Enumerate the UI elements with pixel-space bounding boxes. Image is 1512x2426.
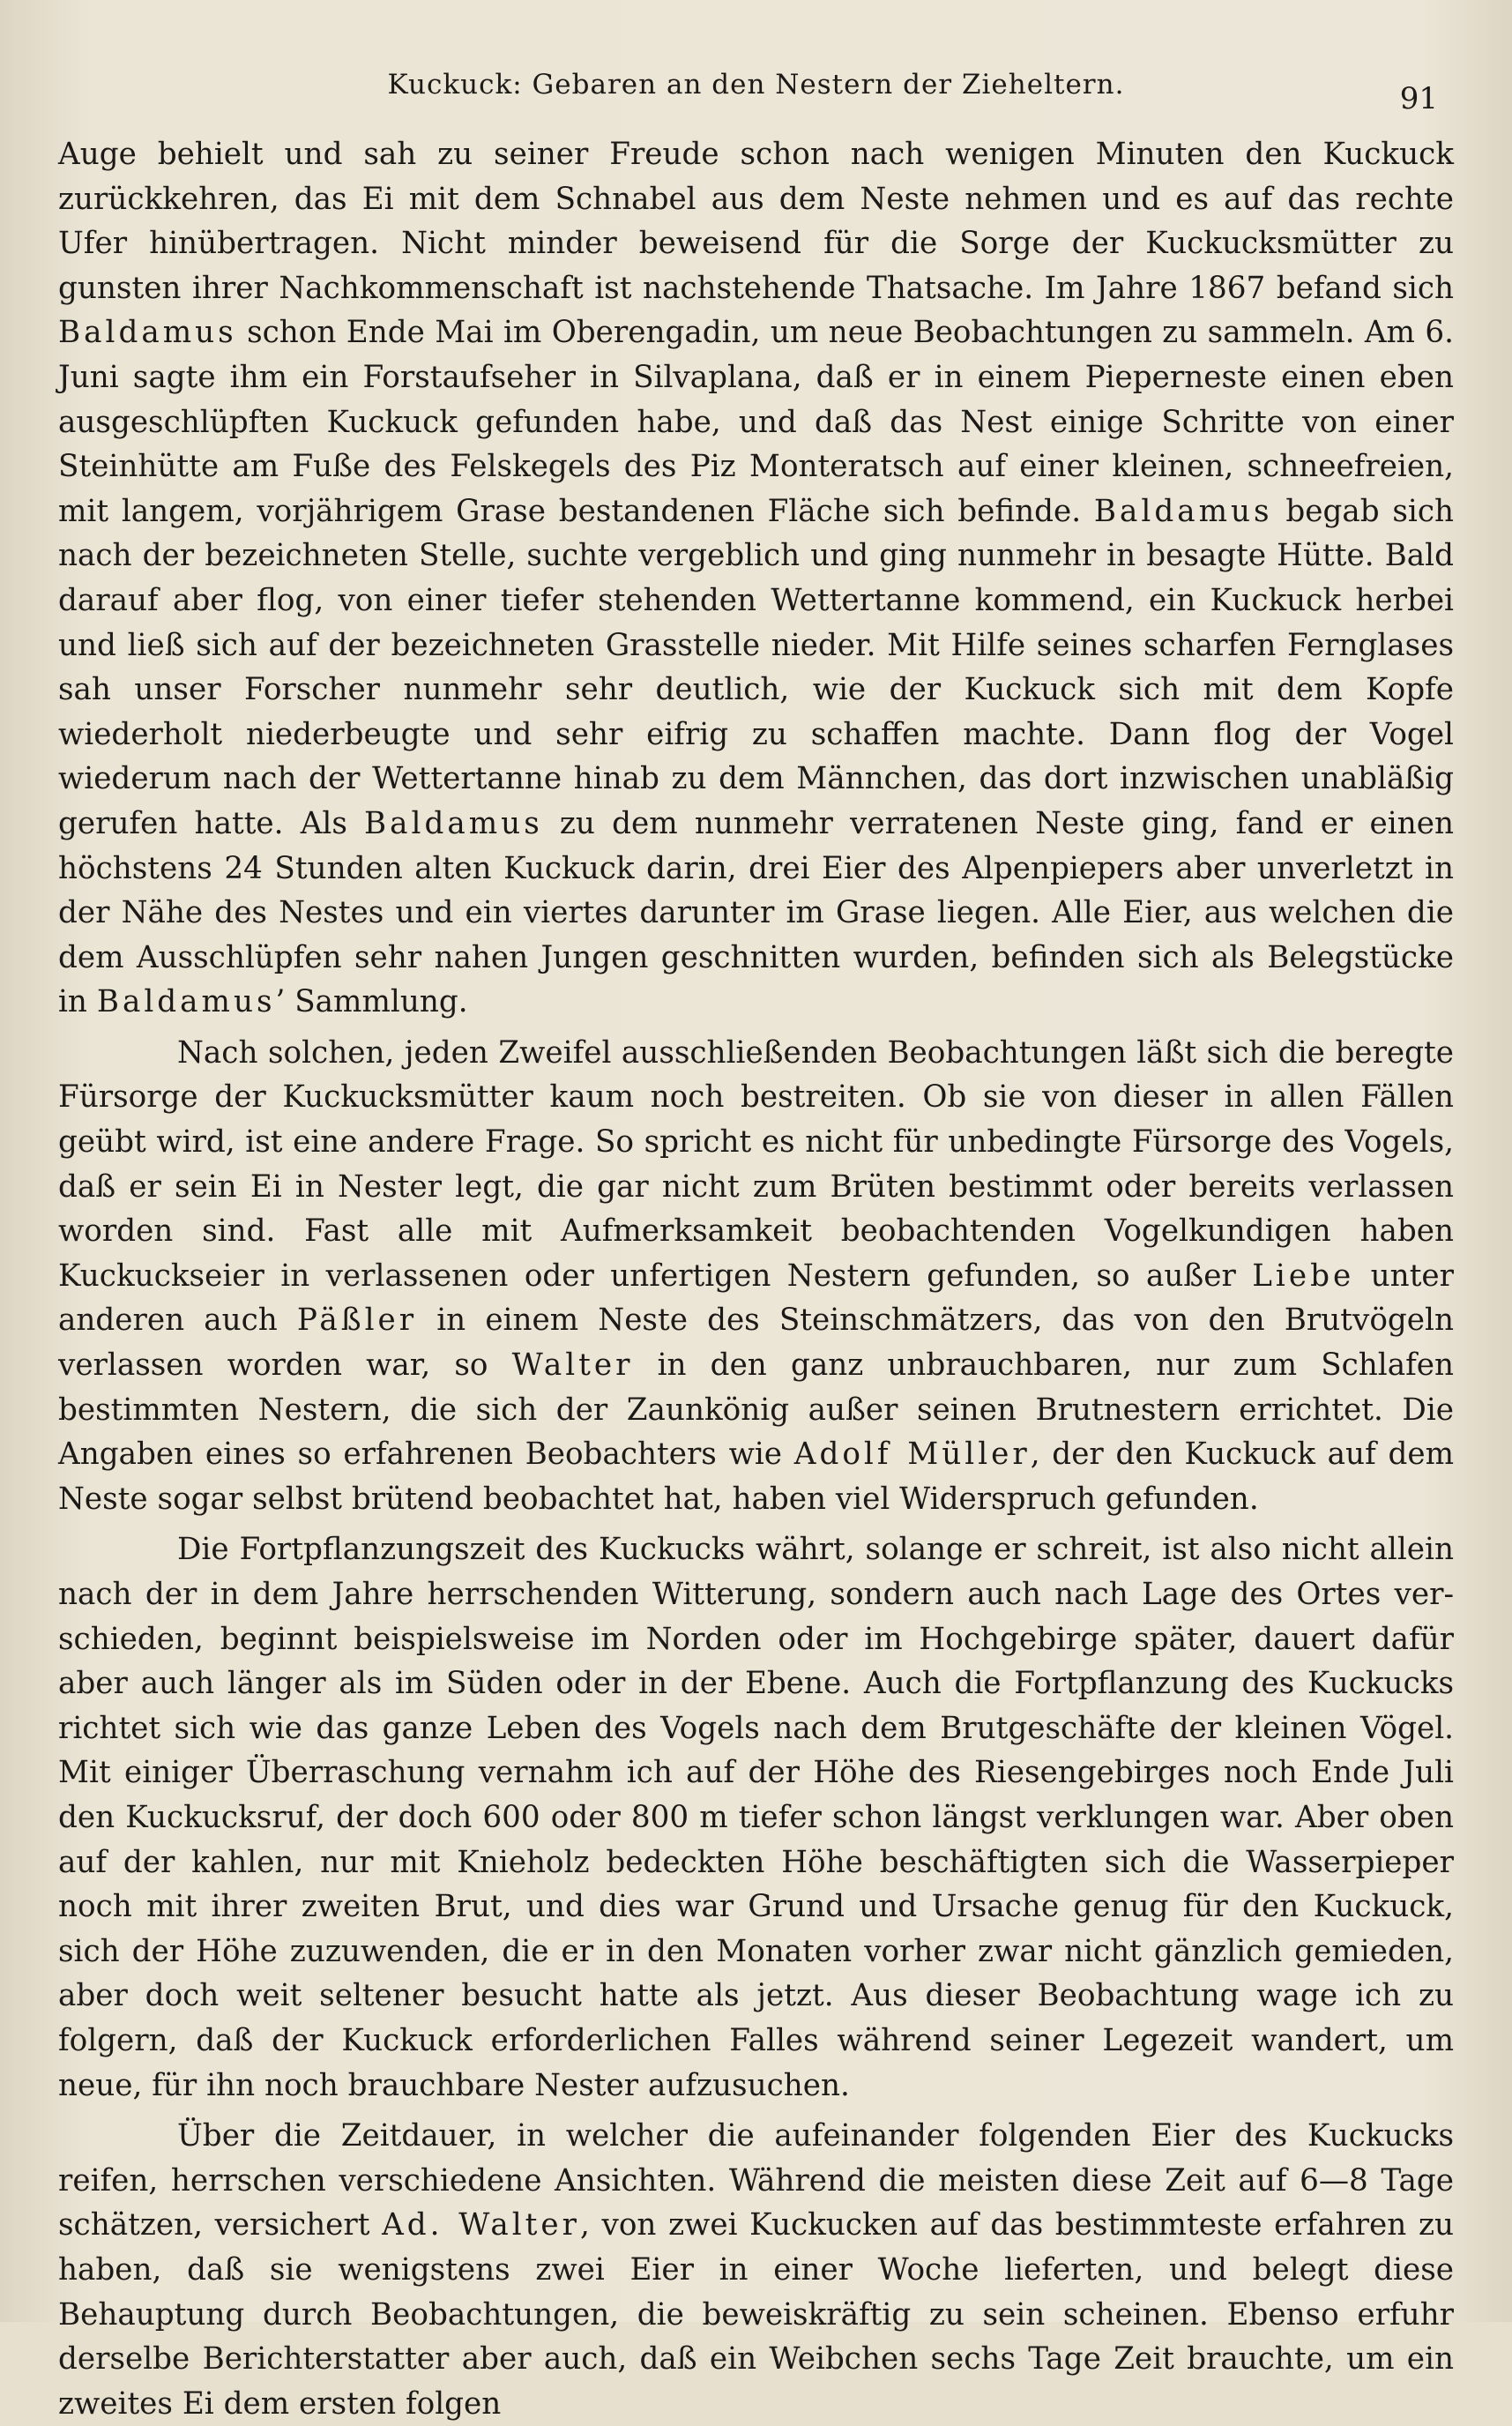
text-run: , von zwei Kuckucken auf das bestimmteste erfahren zu haben, daß sie wenigstens zwei Eier in einer Woche lieferten, und belegt diese Behauptung durch Beobachtungen, die beweiskräftig zu sein scheinen. Ebenso erfuhr derselbe Berichterstatter aber auch, daß ein Weibchen sechs Tage Zeit brauchte, um ein zweites Ei dem ersten folgen	[58, 2207, 1454, 2422]
page-header	[58, 69, 1454, 122]
text-run: ’ Sammlung.	[275, 984, 468, 1020]
text-run: in den ganz unbrauchbaren, nur zum Schlafen bestimmten Nestern, die sich der Zaunkönig außer seinen Brutnestern errichtet. Die Angaben eines so erfahrenen Beobachters wie	[58, 1347, 1454, 1473]
text-run: Über die Zeitdauer, in welcher die aufeinander folgenden Eier des Kuckucks reifen, herrschen verschiedene Ansichten. Während die meisten diese Zeit auf 6—8 Tage schätzen, versichert	[58, 2118, 1454, 2243]
text-run: in einem Neste des Steinschmätzers, das von den Brutvögeln verlassen worden war, so	[58, 1303, 1454, 1384]
name-baldamus: Baldamus	[364, 805, 543, 841]
text-run: Auge behielt und sah zu seiner Freude schon nach wenigen Minuten den Kuckuck zurückkehren, das Ei mit dem Schnabel aus dem Neste nehmen und es auf das rechte Ufer hinübertragen. Nicht minder beweisend für die Sorge der Kuckucksmütter zu gunsten ihrer Nachkommenschaft ist nachstehende Thatsache. Im Jahre 1867 befand sich	[58, 137, 1454, 306]
text-run: Die Fortpflanzungszeit des Kuckucks währt, solange er schreit, ist also nicht allein nach der in dem Jahre herrschenden Witterung, sondern auch nach Lage des Ortes verschieden, beginnt beispielsweise im Norden oder im Hochgebirge später, dauert dafür aber auch länger als im Süden oder in der Ebene. Auch die Fortpflanzung des Kuckucks richtet sich wie das ganze Leben des Vogels nach dem Brutgeschäfte der kleinen Vögel. Mit einiger Überraschung vernahm ich auf der Höhe des Riesengebirges noch Ende Juli den Kuckucksruf, der doch 600 oder 800 m tiefer schon längst verklungen war. Aber oben auf der kahlen, nur mit Knieholz bedeckten Höhe beschäftigten sich die Wasserpieper noch mit ihrer zweiten Brut, und dies war Grund und Ursache genug für den Kuckuck, sich der Höhe zuzuwenden, die er in den Monaten vorher zwar nicht gänzlich gemieden, aber doch weit seltener besucht hatte als jetzt. Aus dieser Beobachtung wage ich zu folgern, daß der Kuckuck erforderlichen Falles während seiner Legezeit wandert, um neue, für ihn noch brauchbare Nester aufzusuchen.	[58, 1532, 1454, 2103]
paragraph-2	[58, 1031, 1454, 1522]
text-run: begab sich nach der bezeichneten Stelle, suchte vergeblich und ging nunmehr in besagte Hütte. Bald darauf aber flog, von einer tiefer stehenden Wettertanne kommend, ein Kuckuck herbei und ließ sich auf der bezeichneten Grasstelle nieder. Mit Hilfe seines scharfen Fernglases sah unser Forscher nunmehr sehr deutlich, wie der Kuckuck sich mit dem Kopfe wiederholt niederbeugte und sehr eifrig zu schaffen machte. Dann flog der Vogel wiederum nach der Wettertanne hinab zu dem Männchen, das dort inzwischen unabläßig gerufen hatte. Als	[58, 493, 1454, 841]
page-body	[58, 132, 1454, 2426]
paragraph-4	[58, 2114, 1454, 2426]
name-liebe: Liebe	[1252, 1258, 1355, 1294]
page-number: 91	[1399, 81, 1438, 116]
text-run: unter anderen auch	[58, 1258, 1455, 1339]
name-ad-walter: Ad. Walter	[382, 2207, 580, 2243]
name-baldamus: Baldamus	[58, 315, 237, 351]
text-run: , der den Kuckuck auf dem Neste sogar selbst brütend beobachtet hat, haben viel Widerspruch gefunden.	[58, 1437, 1454, 1517]
text-run: Nach solchen, jeden Zweifel ausschließenden Beobachtungen läßt sich die beregte Fürsorge der Kuckucksmütter kaum noch bestreiten. Ob sie von dieser in allen Fällen geübt wird, ist eine andere Frage. So spricht es nicht für unbedingte Fürsorge des Vogels, daß er sein Ei in Nester legt, die gar nicht zum Brüten bestimmt oder bereits verlassen worden sind. Fast alle mit Aufmerksamkeit beobachtenden Vogelkundigen haben Kuckuckseier in verlassenen oder unfertigen Nestern gefunden, so außer	[58, 1034, 1454, 1294]
paragraph-3	[58, 1527, 1454, 2108]
running-head: Kuckuck: Gebaren an den Nestern der Zieheltern.	[387, 69, 1125, 101]
text-run: schon Ende Mai im Oberengadin, um neue Beobachtungen zu sammeln. Am 6. Juni sagte ihm ein Forstaufseher in Silvaplana, daß er in einem Pieperneste einen eben ausgeschlüpften Kuckuck gefunden habe, und daß das Nest einige Schritte von einer Steinhütte am Fuße des Felskegels des Piz Monteratsch auf einer kleinen, schneefreien, mit langem, vorjährigem Grase bestandenen Fläche sich befinde.	[58, 315, 1454, 529]
name-paessler: Päßler	[296, 1303, 418, 1339]
paragraph-1	[58, 132, 1454, 1025]
name-baldamus: Baldamus	[96, 984, 276, 1020]
text-run: zu dem nunmehr verratenen Neste ging, fand er einen höchstens 24 Stunden alten Kuckuck darin, drei Eier des Alpenpiepers aber unverletzt in der Nähe des Nestes und ein viertes darunter im Grase liegen. Alle Eier, aus welchen die dem Ausschlüpfen sehr nahen Jungen geschnitten wurden, befinden sich als Belegstücke in	[58, 805, 1454, 1020]
name-baldamus: Baldamus	[1093, 493, 1273, 529]
name-adolf-mueller: Adolf Müller	[793, 1437, 1031, 1473]
name-walter: Walter	[511, 1347, 634, 1384]
